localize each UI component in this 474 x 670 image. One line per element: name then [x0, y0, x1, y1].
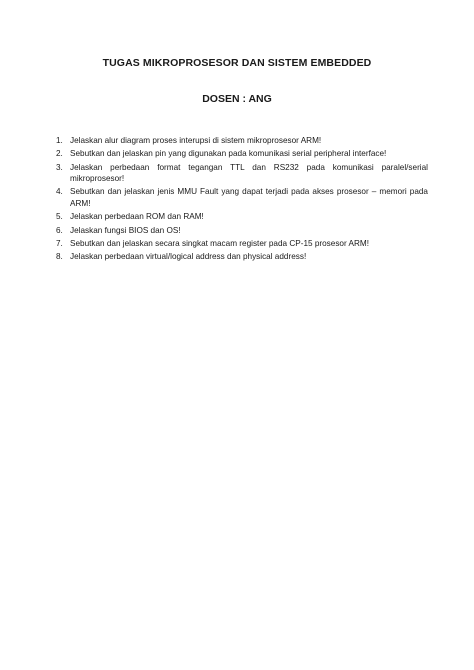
- question-number: 2.: [56, 149, 63, 159]
- question-number: 1.: [56, 136, 63, 145]
- question-item: [56, 251, 428, 262]
- question-number: 3.: [56, 162, 63, 172]
- question-number: 4.: [56, 187, 63, 197]
- question-text: Jelaskan perbedaan format tegangan TTL dan RS232 pada komunikasi paralel/serial mikroprosesor!: [70, 162, 428, 184]
- question-text: Jelaskan fungsi BIOS dan OS!: [70, 225, 181, 235]
- question-item: [56, 135, 428, 146]
- document-title: TUGAS MIKROPROSESOR DAN SISTEM EMBEDDED: [102, 57, 372, 69]
- question-item: [56, 186, 428, 209]
- question-item: [56, 148, 428, 159]
- question-item: [56, 211, 428, 222]
- question-item: [56, 238, 428, 249]
- question-number: 8.: [56, 252, 63, 262]
- question-text: Jelaskan perbedaan virtual/logical address dan physical address!: [70, 252, 307, 262]
- question-item: [56, 225, 428, 236]
- question-text: Sebutkan dan jelaskan secara singkat macam register pada CP-15 prosesor ARM!: [70, 238, 369, 248]
- question-text: Jelaskan alur diagram proses interupsi di sistem mikroprosesor ARM!: [70, 136, 322, 145]
- question-text: Sebutkan dan jelaskan pin yang digunakan pada komunikasi serial peripheral interface!: [70, 149, 387, 159]
- question-number: 7.: [56, 238, 63, 248]
- question-item: [56, 162, 428, 185]
- question-number: 5.: [56, 212, 63, 222]
- question-number: 6.: [56, 225, 63, 235]
- lecturer-heading: DOSEN : ANG: [202, 93, 272, 105]
- question-list: [56, 135, 428, 265]
- question-text: Sebutkan dan jelaskan jenis MMU Fault yang dapat terjadi pada akses prosesor – memori pada ARM!: [70, 187, 428, 208]
- question-text: Jelaskan perbedaan ROM dan RAM!: [70, 212, 204, 222]
